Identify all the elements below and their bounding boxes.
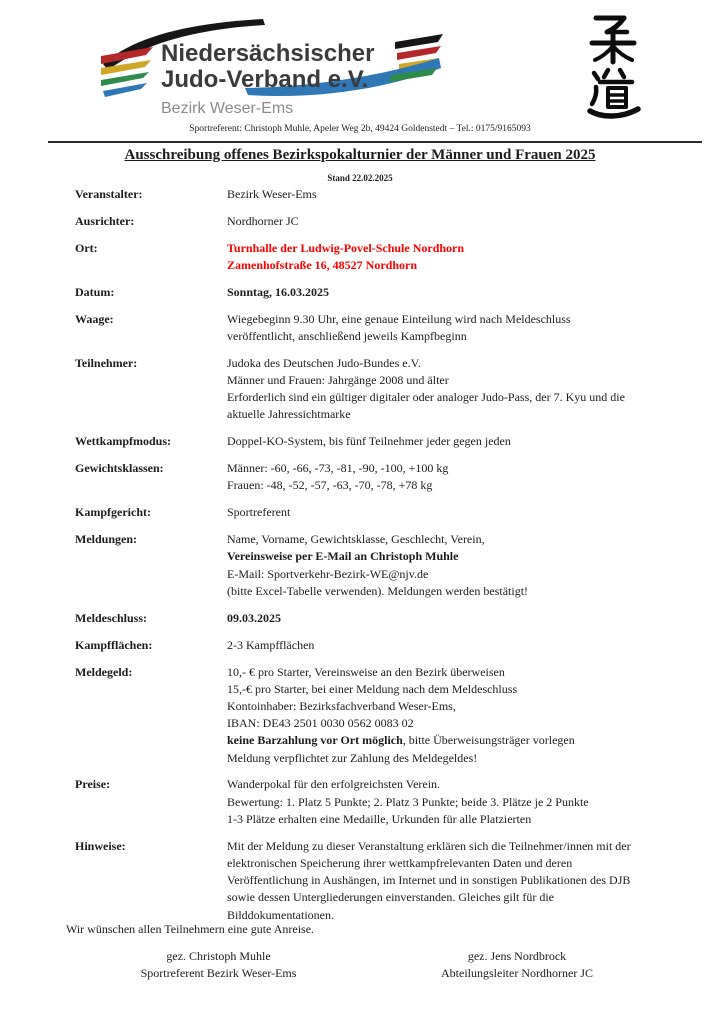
row-value-line: 10,- € pro Starter, Vereinsweise an den Bezirk überweisen [227,664,505,679]
row-value-line: Mit der Meldung zu dieser Veranstaltung erklären sich die Teilnehmer/innen mit der [227,838,631,853]
row-value-line: Wanderpokal für den erfolgreichsten Verein. [227,777,441,792]
row-value-line: Männer: -60, -66, -73, -81, -90, -100, +100 kg [227,461,449,476]
row-value-line: 09.03.2025 [227,610,281,625]
row-label: Veranstalter: [75,187,143,201]
signature-left [75,948,362,982]
row-label: Teilnehmer: [75,355,138,370]
closing-line: Wir wünschen allen Teilnehmern eine gute Anreise. [66,922,315,936]
logo-right-stripe-red [397,46,441,60]
row-value-line: Veröffentlichung in Aushängen, im Internet und in sonstigen Publikationen des DJB [227,873,631,888]
row-value [227,311,700,345]
row-value-line: Zamenhofstraße 16, 48527 Nordhorn [227,257,418,272]
row-label: Meldeschluss: [75,610,147,625]
row-value [227,284,700,301]
row-value [227,240,700,274]
row-value-line: Bilddokumentationen. [227,907,334,922]
signature-right-role: Abteilungsleiter Nordhorner JC [441,966,593,981]
judo-kanji-calligraphy [584,12,644,124]
row-value-line: Meldung verpflichtet zur Zahlung des Meldegeldes! [227,750,478,765]
row-value [227,664,700,767]
row-value-line: elektronischen Speicherung ihrer wettkampfrelevanten Daten und deren [227,855,573,870]
row-value [227,213,700,230]
row-value [227,186,700,203]
info-row [75,504,700,521]
header-divider [48,141,702,143]
row-value-line: Bewertung: 1. Platz 5 Punkte; 2. Platz 3 Punkte; beide 3. Plätze je 2 Punkte [227,794,589,809]
info-row [75,186,700,203]
row-value-line: keine Barzahlung vor Ort möglich, bitte Überweisungsträger vorlegen [227,733,575,748]
row-label: Datum: [75,284,115,299]
njv-logo [95,16,445,116]
logo-region-label: Bezirk Weser-Ems [161,100,294,116]
logo-left-stripe-green [101,72,149,86]
info-row [75,355,700,424]
row-value [227,637,700,654]
row-value [227,838,700,924]
row-label: Kampfflächen: [75,637,153,652]
row-value-line: Sonntag, 16.03.2025 [227,284,330,299]
info-row [75,213,700,230]
row-value-line: 1-3 Plätze erhalten eine Medaille, Urkunden für alle Platzierten [227,811,532,826]
row-value-line: (bitte Excel-Tabelle verwenden). Meldungen werden bestätigt! [227,583,529,598]
row-label: Meldungen: [75,532,138,547]
info-row [75,531,700,600]
row-value-line: E-Mail: Sportverkehr-Bezirk-WE@njv.de [227,566,429,581]
document-title: Ausschreibung offenes Bezirkspokalturnier der Männer und Frauen 2025 [124,147,596,163]
njv-logo-graphic [95,16,445,116]
row-label: Meldegeld: [75,664,133,679]
row-value-line: Wiegebeginn 9.30 Uhr, eine genaue Einteilung wird nach Meldeschluss [227,311,571,326]
info-row [75,776,700,828]
info-row [75,433,700,450]
row-value [227,460,700,494]
row-value [227,610,700,627]
info-row [75,664,700,767]
row-label: Waage: [75,311,114,326]
info-row [75,460,700,494]
logo-org-name-line1: Niedersächsischer [161,40,375,67]
info-row [75,610,700,627]
info-row [75,838,700,924]
row-label: Hinweise: [75,838,126,853]
info-row [75,311,700,345]
row-label: Ausrichter: [75,213,135,228]
contact-line: Sportreferent: Christoph Muhle, Apeler Weg 2b, 49424 Goldenstedt – Tel.: 0175/9165093 [189,124,531,134]
row-value [227,531,700,600]
signature-right [375,948,659,982]
row-value-line: Turnhalle der Ludwig-Povel-Schule Nordhorn [227,240,465,255]
row-label: Ort: [75,240,98,255]
row-value-line: Judoka des Deutschen Judo-Bundes e.V. [227,355,421,370]
signature-right-name: gez. Jens Nordbrock [467,949,567,963]
row-value-line: Bezirk Weser-Ems [227,187,317,201]
row-label: Gewichtsklassen: [75,461,164,476]
row-value-line: 15,-€ pro Starter, bei einer Meldung nach dem Meldeschluss [227,681,518,696]
judo-kanji-graphic [584,12,644,124]
row-value-line: Nordhorner JC [227,213,299,228]
row-value-line: Doppel-KO-System, bis fünf Teilnehmer jeder gegen jeden [227,434,511,449]
info-row [75,240,700,274]
row-value-line: Erforderlich sind ein gültiger digitaler oder analoger Judo-Pass, der 7. Kyu und die [227,390,625,405]
row-value-line: aktuelle Jahressichtmarke [227,407,351,422]
logo-left-stripe-blue [103,83,147,97]
row-value [227,355,700,424]
row-label: Wettkampfmodus: [75,434,172,449]
logo-right-stripe-black [395,34,443,49]
row-value-line: Frauen: -48, -52, -57, -63, -70, -78, +78 kg [227,478,433,493]
row-value-line: Männer und Frauen: Jahrgänge 2008 und älter [227,373,449,388]
version-date: Stand 22.02.2025 [327,173,393,183]
row-value-line: veröffentlicht, anschließend jeweils Kampfbeginn [227,328,467,343]
row-value-line: Sportreferent [227,505,291,520]
row-value [227,433,700,450]
row-value-line: Kontoinhaber: Bezirksfachverband Weser-Ems, [227,698,456,713]
logo-org-name-line2: Judo-Verband e.V. [161,66,369,93]
signature-left-name: gez. Christoph Muhle [166,949,271,963]
row-label: Preise: [75,777,111,792]
info-row [75,284,700,301]
row-value [227,504,700,521]
signature-left-role: Sportreferent Bezirk Weser-Ems [140,966,297,981]
info-rows [75,186,700,933]
row-value-line: 2-3 Kampfflächen [227,637,315,652]
row-value [227,776,700,828]
row-value-line: sowie dessen Untergliederungen einverstanden. Gleiches gilt für die [227,890,555,905]
row-label: Kampfgericht: [75,505,151,520]
row-value-line: Vereinsweise per E-Mail an Christoph Muhle [227,549,459,564]
info-row [75,637,700,654]
row-value-line: IBAN: DE43 2501 0030 0562 0083 02 [227,716,414,731]
row-value-line: Name, Vorname, Gewichtsklasse, Geschlecht, Verein, [227,532,485,547]
